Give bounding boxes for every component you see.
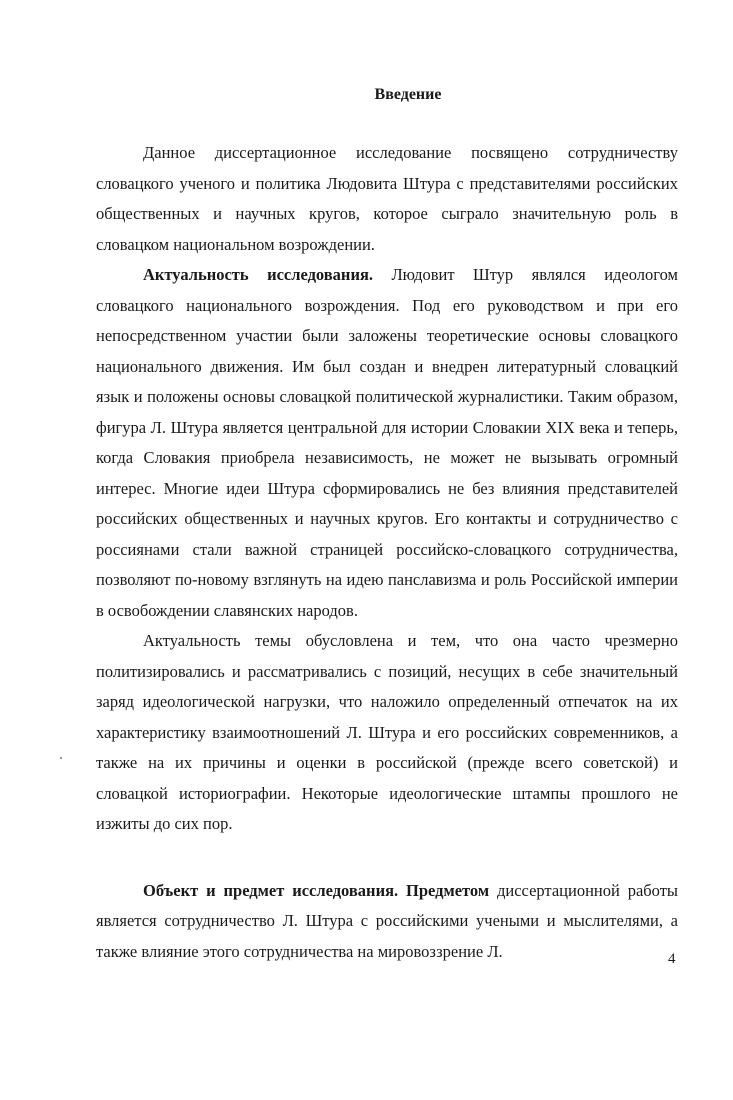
body-text <box>96 138 678 967</box>
paragraph-heading: Актуальность исследования. <box>143 265 373 284</box>
paragraph-subheading: Предметом <box>406 880 490 900</box>
paragraph-relevance-theme <box>96 626 678 840</box>
paragraph-heading: Объект и предмет исследования. <box>143 880 399 900</box>
paragraph-intro <box>96 138 678 260</box>
paragraph-text: Актуальность темы обусловлена и тем, что она часто чрезмерно политизировались и рассматривались с позиций, несущих в себе значительный заряд идеологической нагрузки, что наложило определенный отпечаток на их характеристику взаимоотношений Л. Штура и его российских современников, а также на их причины и оценки в российской (прежде всего советской) и словацкой историографии. Некоторые идеологические штампы прошлого не изжиты до сих пор. <box>96 631 678 833</box>
paragraph-text: диссертационной работы является сотрудничество Л. Штура с российскими учеными и мыслителями, а также влияние этого сотрудничества на мировоззрение Л. <box>96 880 678 961</box>
paragraph-text: Людовит Штур являлся идеологом словацкого национального возрождения. Под его руководством и при его непосредственном участии были заложены теоретические основы словацкого национального движения. Им был создан и внедрен литературный словацкий язык и положены основы словацкой политической журналистики. Таким образом, фигура Л. Штура является центральной для истории Словакии XIX века и теперь, когда Словакия приобрела независимость, не может не вызывать огромный интерес. Многие идеи Штура сформировались не без влияния представителей российских общественных и научных кругов. Его контакты и сотрудничество с россиянами стали важной страницей российско-словацкого сотрудничества, позволяют по-новому взглянуть на идею панславизма и роль Российской империи в освобождении славянских народов. <box>96 265 678 620</box>
page-number: 4 <box>668 951 676 967</box>
paragraph-relevance <box>96 260 678 626</box>
scan-speck <box>60 757 62 759</box>
paragraph-object-subject <box>96 876 678 968</box>
page-title: Введение <box>374 86 442 103</box>
paragraph-text: Данное диссертационное исследование посвящено сотрудничеству словацкого ученого и политика Людовита Штура с представителями российских общественных и научных кругов, которое сыграло значительную роль в словацком национальном возрождении. <box>96 143 678 254</box>
